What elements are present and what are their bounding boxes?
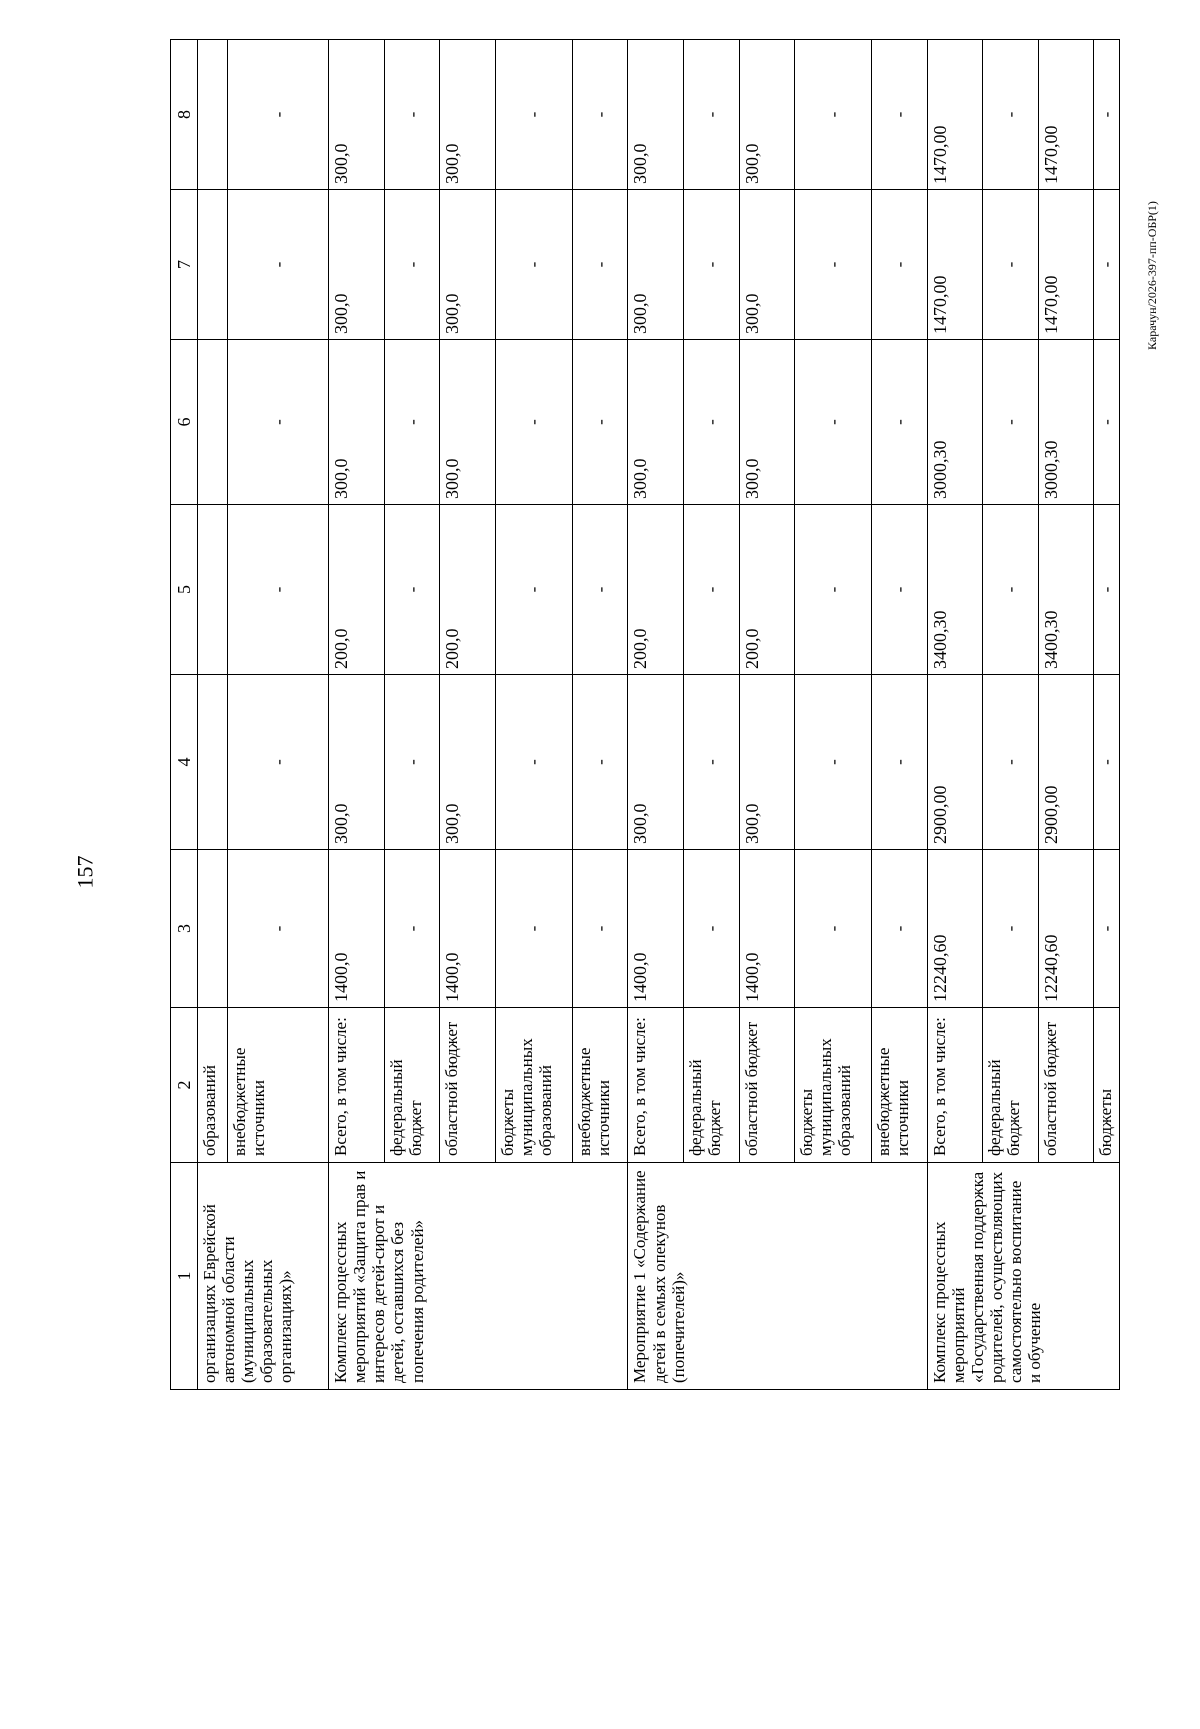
value-cell: - (384, 505, 440, 675)
funding-source-cell: бюджеты (1094, 1008, 1120, 1163)
value-cell: - (983, 850, 1039, 1008)
table-row (628, 40, 684, 1390)
value-cell: - (872, 850, 928, 1008)
value-cell: 3000,30 (927, 340, 983, 505)
value-cell: - (872, 40, 928, 190)
value-cell: - (1094, 340, 1120, 505)
value-cell: - (684, 40, 740, 190)
header-row (171, 40, 198, 1390)
value-cell: - (983, 505, 1039, 675)
value-cell: 200,0 (739, 505, 795, 675)
value-cell: 200,0 (628, 505, 684, 675)
page-number: 157 (72, 855, 97, 889)
funding-source-cell: Всего, в том числе: (628, 1008, 684, 1163)
value-cell: - (983, 40, 1039, 190)
value-cell: 2900,00 (1038, 675, 1094, 850)
value-cell: - (227, 505, 328, 675)
value-cell: - (795, 190, 872, 340)
funding-source-cell: федеральный бюджет (983, 1008, 1039, 1163)
value-cell: 3400,30 (1038, 505, 1094, 675)
header-cell: 5 (171, 505, 198, 675)
value-cell: - (1094, 190, 1120, 340)
funding-source-cell: внебюджетные источники (872, 1008, 928, 1163)
value-cell: - (872, 505, 928, 675)
value-cell: - (227, 850, 328, 1008)
value-cell: - (983, 340, 1039, 505)
value-cell: 300,0 (628, 40, 684, 190)
value-cell (198, 340, 228, 505)
value-cell: - (983, 675, 1039, 850)
funding-source-cell: Всего, в том числе: (927, 1008, 983, 1163)
funding-source-cell: внебюджетные источники (227, 1008, 328, 1163)
value-cell: - (795, 40, 872, 190)
value-cell (198, 505, 228, 675)
value-cell (198, 675, 228, 850)
budget-table-frame (170, 40, 1120, 1390)
header-cell: 6 (171, 340, 198, 505)
budget-table (170, 39, 1120, 1390)
value-cell: 300,0 (628, 340, 684, 505)
value-cell: 300,0 (440, 675, 496, 850)
program-name-cell: Комплекс процессных мероприятий «Защита прав и интересов детей-сирот и детей, оставшихся без попечения родителей» (329, 1163, 628, 1390)
value-cell: - (872, 675, 928, 850)
funding-source-cell: областной бюджет (1038, 1008, 1094, 1163)
table-row (198, 40, 228, 1390)
value-cell: 1470,00 (1038, 40, 1094, 190)
value-cell: - (227, 40, 328, 190)
value-cell: 3000,30 (1038, 340, 1094, 505)
value-cell: - (384, 40, 440, 190)
value-cell: - (1094, 675, 1120, 850)
funding-source-cell: Всего, в том числе: (329, 1008, 385, 1163)
program-name-cell: Комплекс процессных мероприятий «Государственная поддержка родителей, осуществляющих самостоятельно воспитание и обучение (927, 1163, 1119, 1390)
value-cell: 300,0 (739, 340, 795, 505)
value-cell: - (572, 190, 628, 340)
value-cell: 300,0 (440, 340, 496, 505)
value-cell: - (496, 675, 573, 850)
header-cell: 1 (171, 1163, 198, 1390)
value-cell: - (795, 675, 872, 850)
value-cell: 12240,60 (927, 850, 983, 1008)
value-cell: - (384, 190, 440, 340)
header-cell: 2 (171, 1008, 198, 1163)
value-cell: - (227, 190, 328, 340)
value-cell: 300,0 (739, 190, 795, 340)
value-cell: 300,0 (628, 675, 684, 850)
value-cell: 300,0 (440, 190, 496, 340)
value-cell: - (1094, 505, 1120, 675)
value-cell: - (795, 340, 872, 505)
value-cell: - (684, 190, 740, 340)
value-cell: - (684, 675, 740, 850)
value-cell: 12240,60 (1038, 850, 1094, 1008)
value-cell: - (872, 340, 928, 505)
value-cell: - (572, 850, 628, 1008)
value-cell: 300,0 (329, 190, 385, 340)
value-cell: 300,0 (329, 40, 385, 190)
value-cell: 1400,0 (739, 850, 795, 1008)
rotated-table-container (170, 40, 1120, 1390)
table-row (329, 40, 385, 1390)
value-cell: 1400,0 (440, 850, 496, 1008)
value-cell: 2900,00 (927, 675, 983, 850)
funding-source-cell: бюджеты муниципальных образований (795, 1008, 872, 1163)
value-cell: 1470,00 (927, 190, 983, 340)
value-cell: - (384, 850, 440, 1008)
funding-source-cell: федеральный бюджет (384, 1008, 440, 1163)
value-cell: - (384, 675, 440, 850)
program-name-cell: Мероприятие 1 «Содержание детей в семьях опекунов (попечителей)» (628, 1163, 927, 1390)
value-cell: - (572, 40, 628, 190)
header-cell: 3 (171, 850, 198, 1008)
value-cell: - (227, 675, 328, 850)
value-cell: 300,0 (440, 40, 496, 190)
value-cell: 300,0 (329, 675, 385, 850)
table-row (927, 40, 983, 1390)
value-cell: 300,0 (628, 190, 684, 340)
value-cell (198, 850, 228, 1008)
value-cell (198, 40, 228, 190)
funding-source-cell: образований (198, 1008, 228, 1163)
value-cell: 300,0 (329, 340, 385, 505)
value-cell (198, 190, 228, 340)
value-cell: - (496, 40, 573, 190)
value-cell: - (572, 675, 628, 850)
document-footer-code: Карачун/2026-397-пп-ОБР(1) (1144, 200, 1159, 350)
value-cell: - (496, 850, 573, 1008)
value-cell: - (227, 340, 328, 505)
value-cell: - (1094, 40, 1120, 190)
value-cell: - (795, 850, 872, 1008)
value-cell: - (572, 340, 628, 505)
funding-source-cell: областной бюджет (440, 1008, 496, 1163)
header-cell: 8 (171, 40, 198, 190)
value-cell: 1470,00 (927, 40, 983, 190)
funding-source-cell: областной бюджет (739, 1008, 795, 1163)
value-cell: - (684, 850, 740, 1008)
value-cell: 200,0 (329, 505, 385, 675)
value-cell: 300,0 (739, 40, 795, 190)
value-cell: 300,0 (739, 675, 795, 850)
value-cell: - (1094, 850, 1120, 1008)
value-cell: - (496, 340, 573, 505)
value-cell: 1470,00 (1038, 190, 1094, 340)
value-cell: - (496, 190, 573, 340)
header-cell: 4 (171, 675, 198, 850)
header-cell: 7 (171, 190, 198, 340)
value-cell: - (684, 505, 740, 675)
funding-source-cell: федеральный бюджет (684, 1008, 740, 1163)
value-cell: 200,0 (440, 505, 496, 675)
value-cell: - (496, 505, 573, 675)
value-cell: - (795, 505, 872, 675)
value-cell: 1400,0 (628, 850, 684, 1008)
funding-source-cell: внебюджетные источники (572, 1008, 628, 1163)
value-cell: - (684, 340, 740, 505)
value-cell: - (872, 190, 928, 340)
value-cell: 1400,0 (329, 850, 385, 1008)
value-cell: 3400,30 (927, 505, 983, 675)
value-cell: - (384, 340, 440, 505)
value-cell: - (983, 190, 1039, 340)
value-cell: - (572, 505, 628, 675)
program-name-cell: организациях Еврейской автономной области (муниципальных образовательных организациях)» (198, 1163, 329, 1390)
funding-source-cell: бюджеты муниципальных образований (496, 1008, 573, 1163)
